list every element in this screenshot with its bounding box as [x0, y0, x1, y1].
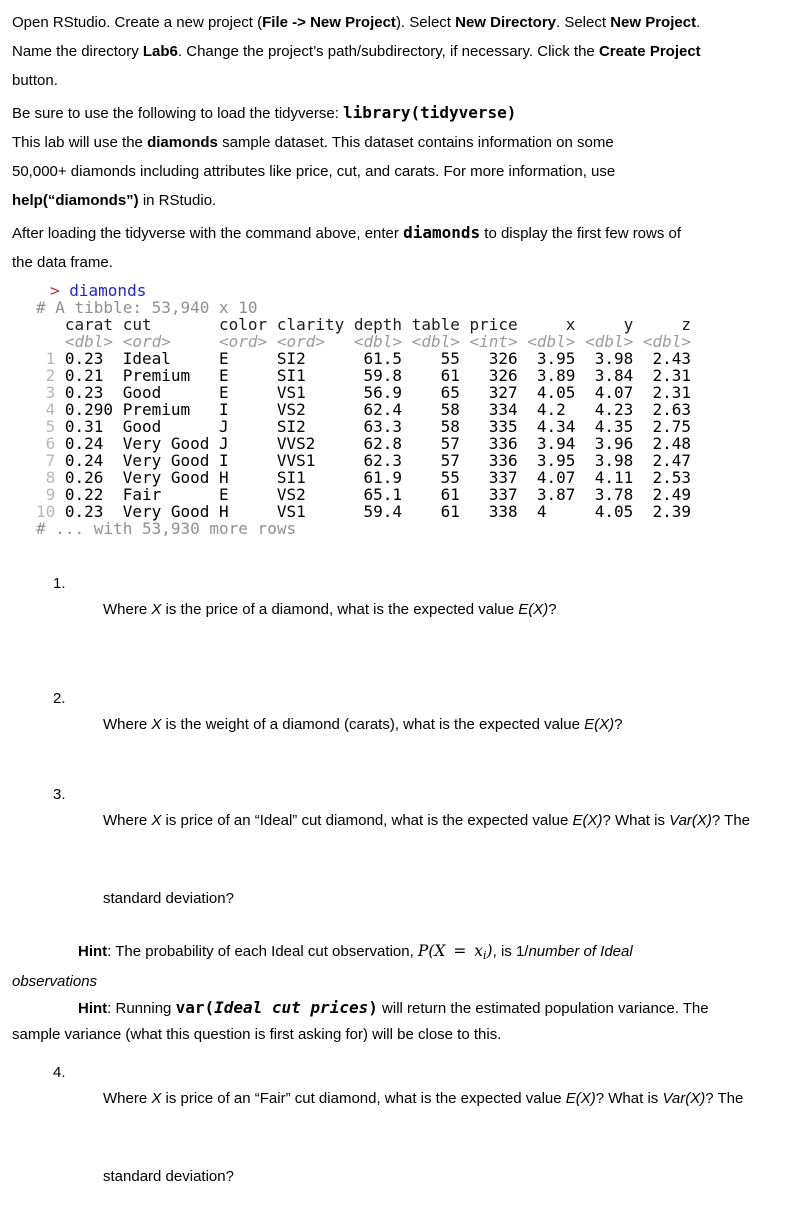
text-run: After loading the tidyverse with the command above, enter — [12, 225, 404, 242]
console-header: carat cut color clarity depth table price x y z — [36, 315, 692, 334]
hint-probability-continuation — [12, 969, 775, 995]
console-line — [36, 367, 775, 384]
question-line — [12, 571, 775, 649]
console-value: 0.23 Ideal E SI2 61.5 55 326 3.95 3.98 2.43 — [55, 349, 692, 368]
console-rownum: 6 — [36, 434, 56, 453]
text-run: sample variance (what this question is first asking for) will be close to this. — [12, 1026, 502, 1043]
text-run: . Change the project’s path/subdirectory, if necessary. Click the — [177, 43, 599, 60]
question-line — [12, 860, 775, 938]
text-run-b: Create Project — [598, 43, 701, 60]
console-types: <dbl> <ord> <ord> <ord> <dbl> <dbl> <int> <dbl> <dbl> <dbl> — [36, 332, 692, 351]
text-run: ? The — [705, 1090, 744, 1107]
console-command: diamonds — [69, 281, 147, 300]
text-run-i: E(X) — [572, 812, 603, 829]
console-dim: # ... with 53,930 more rows — [36, 519, 297, 538]
console-line — [36, 418, 775, 435]
question-line — [12, 686, 775, 764]
question-3 — [12, 782, 775, 1048]
console-rownum: 9 — [36, 485, 56, 504]
console-line — [36, 486, 775, 503]
text-run-b: File -> New Project — [262, 14, 396, 31]
console-line — [36, 384, 775, 401]
text-run: ? — [614, 716, 623, 733]
text-run-b: help(“diamonds”) — [12, 192, 139, 209]
text-run: is price of an “Ideal” cut diamond, what is the expected value — [161, 812, 573, 829]
question-4 — [12, 1060, 775, 1216]
text-run-i: observations — [12, 973, 98, 990]
console-value: 0.23 Good E VS1 56.9 65 327 4.05 4.07 2.31 — [55, 383, 692, 402]
text-run-i: E(X) — [518, 601, 549, 618]
question-text — [103, 1090, 743, 1107]
text-run-b: New Directory — [455, 14, 556, 31]
text-run: standard deviation? — [103, 890, 234, 907]
console-line — [36, 401, 775, 418]
text-run-b: New Project — [610, 14, 697, 31]
console-line — [36, 299, 775, 316]
text-run: is the price of a diamond, what is the expected value — [161, 601, 519, 618]
text-run-mbi: Ideal cut prices — [214, 998, 369, 1017]
text-run: Where — [103, 1090, 152, 1107]
question-number: 1. — [53, 575, 66, 592]
console-line — [36, 350, 775, 367]
text-run: will return the estimated population variance. The — [377, 1000, 709, 1017]
text-run: 50,000+ diamonds including attributes like price, cut, and carats. For more information, use — [12, 163, 616, 180]
paragraph-enter-diamonds — [12, 218, 775, 277]
text-run: ? What is — [602, 812, 670, 829]
text-line — [12, 157, 775, 186]
console-rownum: 10 — [36, 502, 56, 521]
text-line — [12, 8, 775, 37]
console-value: 0.26 Very Good H SI1 61.9 55 337 4.07 4.11 2.53 — [55, 468, 692, 487]
text-line — [12, 186, 775, 215]
text-run: to display the first few rows of — [480, 225, 682, 242]
text-run-i: number of Ideal — [528, 943, 633, 960]
question-line — [12, 1138, 775, 1216]
text-run-i: X — [151, 812, 162, 829]
text-run: is the weight of a diamond (carats), what is the expected value — [161, 716, 585, 733]
text-run-mb: diamonds — [403, 223, 481, 242]
text-run-mb: library(tidyverse) — [343, 103, 517, 122]
question-2 — [12, 686, 775, 764]
text-run-i: E(X) — [584, 716, 615, 733]
console-line — [36, 520, 775, 537]
hint-var-command-continuation — [12, 1022, 775, 1048]
text-run-i: X — [151, 601, 162, 618]
text-run: This lab will use the — [12, 134, 148, 151]
console-rownum: 5 — [36, 417, 56, 436]
text-run: button. — [12, 72, 58, 89]
text-run: : The probability of each Ideal cut observation, — [107, 943, 418, 960]
question-text — [103, 812, 750, 829]
console-rownum: 4 — [36, 400, 56, 419]
text-run: Name the directory — [12, 43, 143, 60]
question-line — [12, 1060, 775, 1138]
question-text — [103, 1168, 234, 1185]
console-line — [36, 469, 775, 486]
text-run-b: Lab6 — [142, 43, 178, 60]
text-run: the data frame. — [12, 254, 113, 271]
questions-list — [12, 571, 775, 1216]
console-value: 0.24 Very Good J VVS2 62.8 57 336 3.94 3.96 2.48 — [55, 434, 692, 453]
hint-probability-line — [12, 938, 775, 969]
console-value: 0.31 Good J SI2 63.3 58 335 4.34 4.35 2.75 — [55, 417, 692, 436]
question-number: 3. — [53, 786, 66, 803]
text-run-b: Hint — [78, 943, 108, 960]
text-run-b: diamonds — [147, 134, 218, 151]
text-run-msub: i — [483, 949, 487, 962]
question-number: 4. — [53, 1064, 66, 1081]
question-line — [12, 782, 775, 860]
console-prompt: > — [50, 281, 70, 300]
text-run-mb: ) — [368, 998, 378, 1017]
text-run: Open RStudio. Create a new project ( — [12, 14, 263, 31]
hint-var-command-line — [12, 995, 775, 1022]
console-value: 0.290 Premium I VS2 62.4 58 334 4.2 4.23 2.63 — [55, 400, 692, 419]
text-run-i: X — [151, 1090, 162, 1107]
console-rownum: 1 — [36, 349, 56, 368]
console-value: 0.23 Very Good H VS1 59.4 61 338 4 4.05 2.39 — [55, 502, 692, 521]
console-value: 0.24 Very Good I VVS1 62.3 57 336 3.95 3.98 2.47 — [55, 451, 692, 470]
console-rownum: 8 — [36, 468, 56, 487]
text-run: , is 1/ — [492, 943, 529, 960]
question-text — [103, 716, 622, 733]
console-line — [36, 282, 775, 299]
text-run-b: Hint — [78, 1000, 108, 1017]
text-run: ). Select — [395, 14, 456, 31]
text-run: Where — [103, 812, 152, 829]
text-run: : Running — [107, 1000, 176, 1017]
text-run: ? What is — [595, 1090, 663, 1107]
text-run-i: E(X) — [565, 1090, 596, 1107]
console-line — [36, 333, 775, 350]
paragraph-tidyverse-and-dataset — [12, 98, 775, 215]
text-line — [12, 66, 775, 95]
text-run-mb: var( — [175, 998, 215, 1017]
text-line — [12, 128, 775, 157]
console-line — [36, 435, 775, 452]
console-line — [36, 503, 775, 520]
console-rownum: 2 — [36, 366, 56, 385]
console-line — [36, 452, 775, 469]
text-line — [12, 98, 775, 128]
console-line — [36, 316, 775, 333]
text-run: is price of an “Fair” cut diamond, what is the expected value — [161, 1090, 566, 1107]
question-text — [103, 890, 234, 907]
text-run-math: P(X = x — [417, 942, 484, 960]
text-run: standard deviation? — [103, 1168, 234, 1185]
text-run: . — [696, 14, 701, 31]
console-dim: # A tibble: 53,940 x 10 — [36, 298, 258, 317]
r-console-output — [36, 282, 775, 537]
text-line — [12, 218, 775, 248]
text-run: ? — [548, 601, 557, 618]
text-run: Where — [103, 716, 152, 733]
text-run-math: ) — [486, 942, 493, 960]
console-value: 0.22 Fair E VS2 65.1 61 337 3.87 3.78 2.49 — [55, 485, 692, 504]
text-run-i: X — [151, 716, 162, 733]
text-line — [12, 37, 775, 66]
question-number: 2. — [53, 690, 66, 707]
question-text — [103, 601, 557, 618]
text-run: Where — [103, 601, 152, 618]
console-value: 0.21 Premium E SI1 59.8 61 326 3.89 3.84 2.31 — [55, 366, 692, 385]
text-line — [12, 248, 775, 277]
text-run: . Select — [556, 14, 611, 31]
text-run: ? The — [711, 812, 751, 829]
console-rownum: 3 — [36, 383, 56, 402]
text-run: in RStudio. — [138, 192, 217, 209]
console-rownum: 7 — [36, 451, 56, 470]
question-1 — [12, 571, 775, 649]
text-run: Be sure to use the following to load the tidyverse: — [12, 105, 344, 122]
text-run-i: Var(X) — [662, 1090, 706, 1107]
text-run: sample dataset. This dataset contains information on some — [217, 134, 614, 151]
text-run-i: Var(X) — [669, 812, 712, 829]
paragraph-setup-instructions — [12, 8, 775, 95]
